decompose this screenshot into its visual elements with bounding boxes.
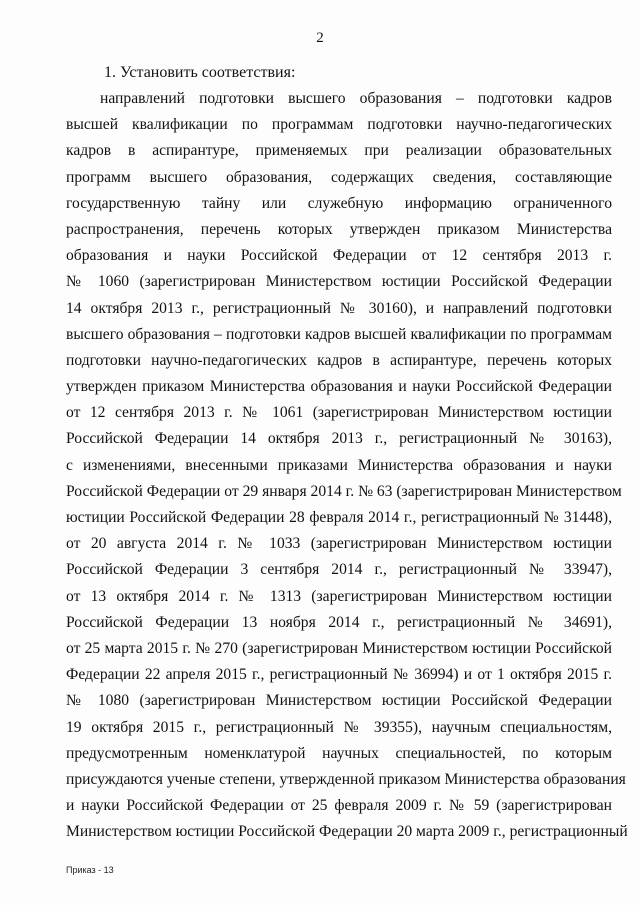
text-line: № 1060 (зарегистрирован Министерством юстиции Российской Федерации bbox=[66, 273, 612, 291]
text-line: Федерации 22 апреля 2015 г., регистрационный № 36994) и от 1 октября 2015 г. bbox=[66, 666, 612, 684]
text-line: Российской Федерации от 29 января 2014 г. № 63 (зарегистрирован Министерством bbox=[66, 482, 622, 500]
text-line: присуждаются ученые степени, утвержденной приказом Министерства образования bbox=[66, 770, 626, 788]
text-line: Российской Федерации 14 октября 2013 г., регистрационный № 30163), bbox=[66, 430, 612, 448]
text-line: Российской Федерации 3 сентября 2014 г., регистрационный № 33947), bbox=[66, 561, 612, 579]
text-line: образования и науки Российской Федерации от 12 сентября 2013 г. bbox=[66, 247, 612, 265]
text-line: программ высшего образования, содержащих сведения, составляющие bbox=[66, 168, 612, 186]
text-line: от 25 марта 2015 г. № 270 (зарегистрирован Министерством юстиции Российской bbox=[66, 639, 612, 657]
text-line: и науки Российской Федерации от 25 февраля 2009 г. № 59 (зарегистрирован bbox=[66, 797, 612, 815]
text-line: от 13 октября 2014 г. № 1313 (зарегистрирован Министерством юстиции bbox=[66, 587, 612, 605]
text-line: высшей квалификации по программам подготовки научно-педагогических bbox=[66, 116, 612, 134]
page-number: 2 bbox=[316, 30, 324, 46]
body-paragraph bbox=[66, 86, 628, 845]
text-line: утвержден приказом Министерства образования и науки Российской Федерации bbox=[66, 378, 612, 396]
text-line: высшего образования – подготовки кадров высшей квалификации по программам bbox=[66, 325, 612, 343]
text-line: от 20 августа 2014 г. № 1033 (зарегистрирован Министерством юстиции bbox=[66, 535, 612, 553]
text-line: юстиции Российской Федерации 28 февраля 2014 г., регистрационный № 31448), bbox=[66, 509, 612, 526]
text-line: государственную тайну или служебную информацию ограниченного bbox=[66, 194, 612, 212]
text-line: от 12 сентября 2013 г. № 1061 (зарегистрирован Министерством юстиции bbox=[66, 404, 612, 422]
text-line: направлений подготовки высшего образования – подготовки кадров bbox=[100, 90, 612, 107]
text-line: подготовки научно-педагогических кадров в аспирантуре, перечень которых bbox=[66, 351, 612, 369]
text-line: Министерством юстиции Российской Федерации 20 марта 2009 г., регистрационный bbox=[66, 823, 628, 841]
text-line: кадров в аспирантуре, применяемых при реализации образовательных bbox=[66, 142, 612, 160]
text-line: с изменениями, внесенными приказами Министерства образования и науки bbox=[66, 456, 612, 474]
text-line: 14 октября 2013 г., регистрационный № 30160), и направлений подготовки bbox=[66, 299, 612, 317]
footer-label: Приказ - 13 bbox=[66, 865, 114, 875]
text-line: предусмотренным номенклатурой научных специальностей, по которым bbox=[66, 744, 612, 762]
text-line: № 1080 (зарегистрирован Министерством юстиции Российской Федерации bbox=[66, 692, 612, 710]
section-heading: 1. Установить соответствия: bbox=[104, 64, 296, 81]
text-line: Российской Федерации 13 ноября 2014 г., регистрационный № 34691), bbox=[66, 613, 612, 631]
text-line: 19 октября 2015 г., регистрационный № 39355), научным специальностям, bbox=[66, 718, 612, 736]
text-line: распространения, перечень которых утвержден приказом Министерства bbox=[66, 220, 612, 238]
